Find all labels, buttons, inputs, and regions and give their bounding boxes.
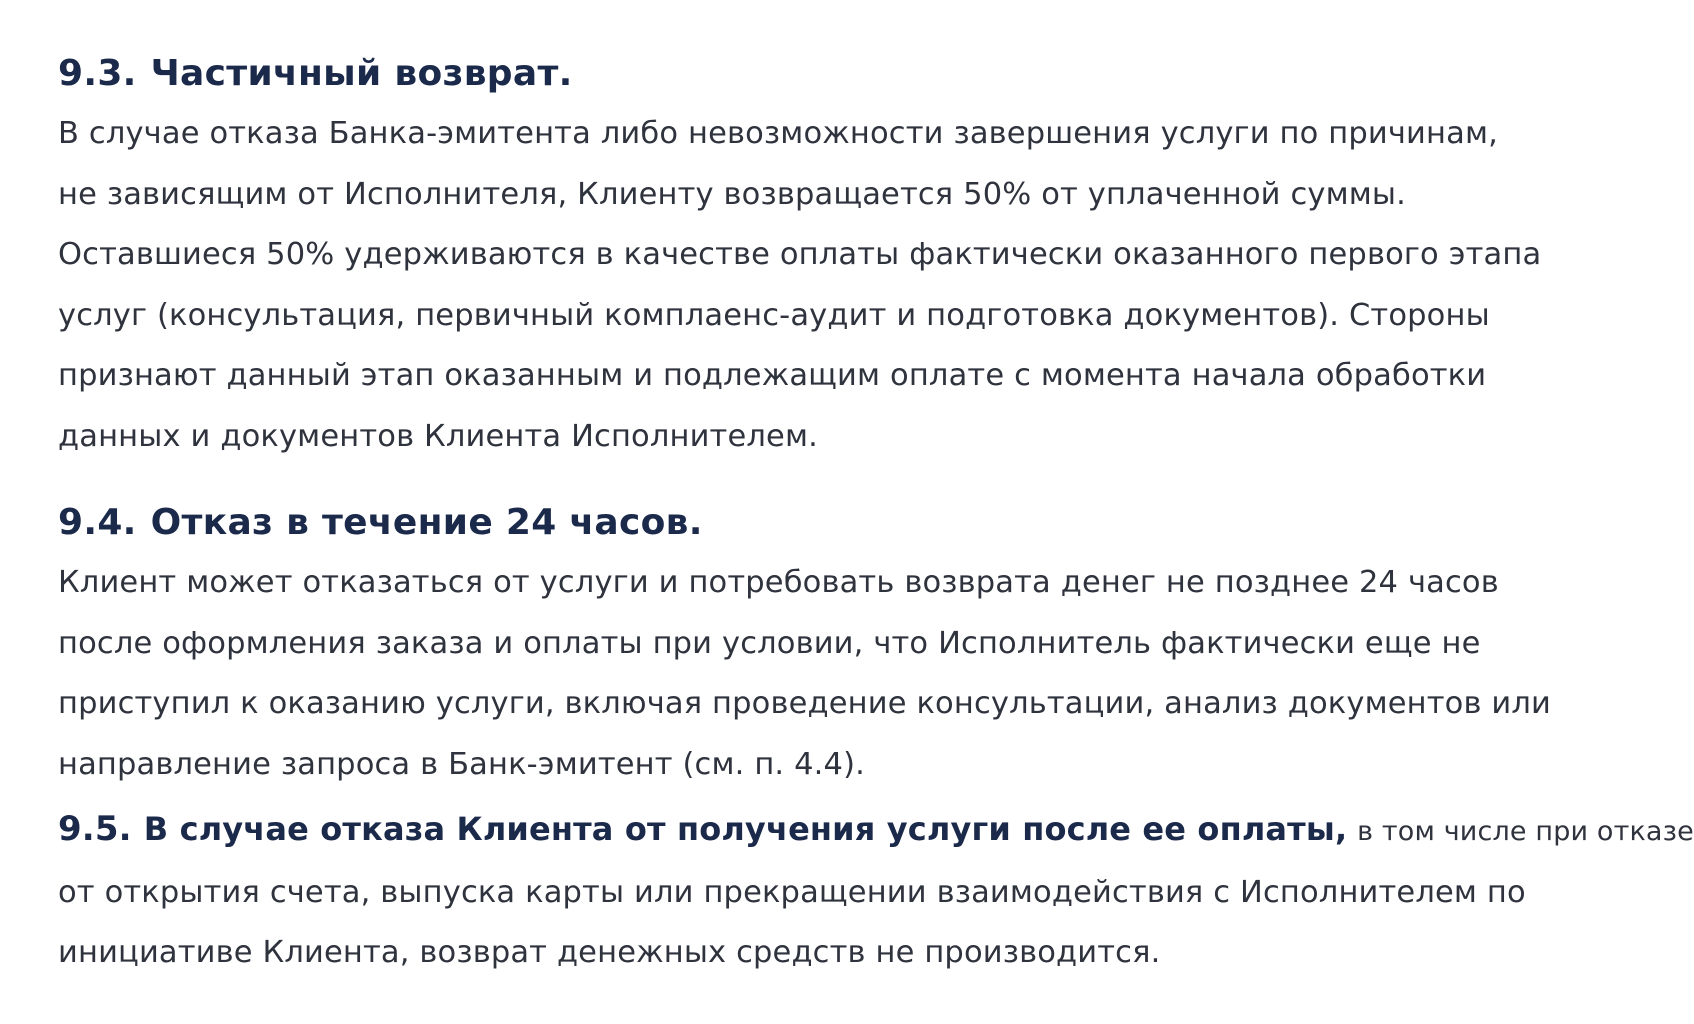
text-line: не зависящим от Исполнителя, Клиенту возвращается 50% от уплаченной суммы. xyxy=(58,176,1406,212)
section-heading xyxy=(58,44,1496,104)
section-title: Частичный возврат. xyxy=(150,53,573,94)
text-line: услуг (консультация, первичный комплаенс-аудит и подготовка документов). Стороны xyxy=(58,297,1490,333)
text-line: направление запроса в Банк-эмитент (см. п. 4.4). xyxy=(58,746,865,782)
text-fragment: в том числе при отказе xyxy=(1357,816,1694,847)
text-line: Клиент может отказаться от услуги и потребовать возврата денег не позднее 24 часов xyxy=(58,565,1499,600)
section-first-line xyxy=(58,799,1694,863)
text-line: после оформления заказа и оплаты при условии, что Исполнитель фактически еще не xyxy=(58,625,1481,661)
section-9-4 xyxy=(58,493,1552,795)
section-number: 9.4. xyxy=(58,502,137,543)
text-line: инициативе Клиента, возврат денежных средств не производится. xyxy=(58,935,1161,970)
section-9-3 xyxy=(58,44,1542,467)
section-body xyxy=(58,553,1552,795)
section-number: 9.3. xyxy=(58,53,137,94)
text-line: В случае отказа Банка-эмитента либо невозможности завершения услуги по причинам, xyxy=(58,116,1498,151)
section-body xyxy=(58,799,1694,984)
text-line: приступил к оказанию услуги, включая проведение консультации, анализ документов или xyxy=(58,686,1552,721)
section-title: В случае отказа Клиента от получения услуги после ее оплаты, xyxy=(143,810,1348,848)
text-line: данных и документов Клиента Исполнителем. xyxy=(58,418,818,454)
section-number: 9.5. xyxy=(58,809,132,849)
section-title: Отказ в течение 24 часов. xyxy=(150,502,703,543)
section-heading xyxy=(58,493,1496,553)
text-line: признают данный этап оказанным и подлежащим оплате с момента начала обработки xyxy=(58,358,1487,393)
text-line: Оставшиеся 50% удерживаются в качестве оплаты фактически оказанного первого этапа xyxy=(58,237,1542,272)
section-9-5 xyxy=(58,799,1694,984)
text-line: от открытия счета, выпуска карты или прекращении взаимодействия с Исполнителем по xyxy=(58,874,1526,910)
section-body xyxy=(58,104,1542,467)
